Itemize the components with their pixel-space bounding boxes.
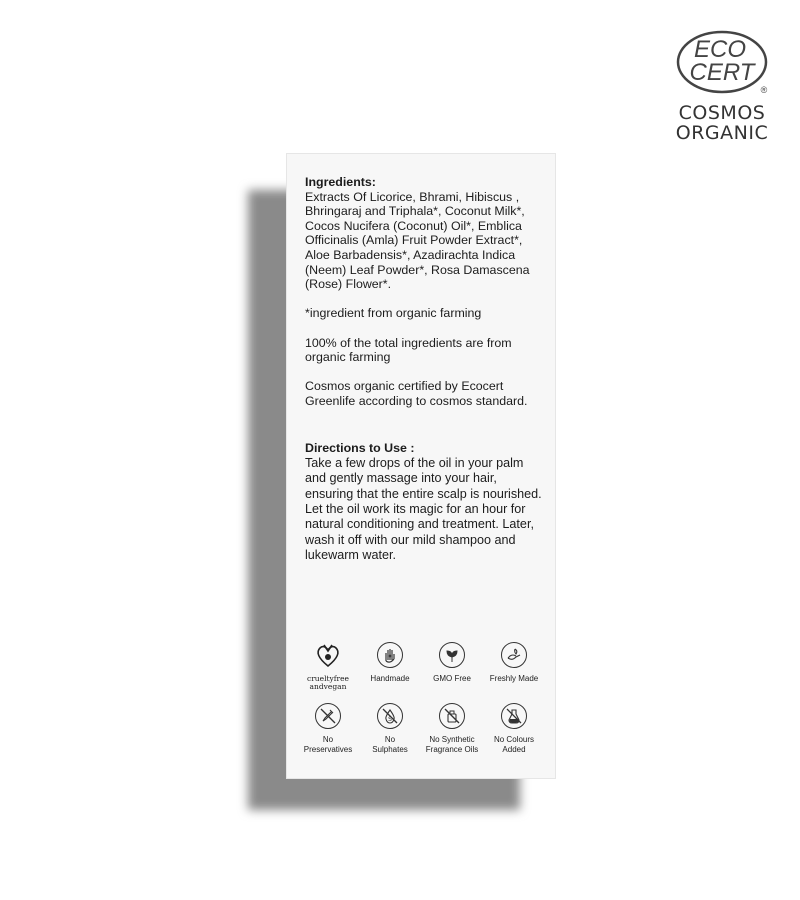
badge-label: GMO Free bbox=[433, 674, 471, 683]
ecocert-cosmos-organic-logo bbox=[668, 30, 778, 142]
freshly-made-icon bbox=[504, 645, 524, 665]
badge-label: Added bbox=[502, 744, 526, 754]
product-info bbox=[305, 175, 543, 578]
badge-no-colours bbox=[483, 703, 545, 754]
svg-text:S: S bbox=[388, 716, 392, 723]
svg-text:®: ® bbox=[760, 85, 768, 95]
badge-label: Handmade bbox=[370, 674, 410, 683]
badge-label: crueltyfree bbox=[307, 674, 349, 683]
organic-percent-note: 100% of the total ingredients are from organic farming bbox=[305, 335, 512, 365]
badge-label: Fragrance Oils bbox=[425, 744, 479, 754]
ecocert-oval-icon bbox=[676, 30, 770, 98]
logo-subtitle-organic: ORGANIC bbox=[675, 122, 769, 144]
badge-label: andvegan bbox=[309, 682, 347, 691]
badge-label: Preservatives bbox=[303, 744, 353, 754]
badge-no-synthetic-fragrance bbox=[421, 703, 483, 754]
badge-cruelty-free bbox=[297, 642, 359, 691]
certification-note: Cosmos organic certified by Ecocert Greenlife according to cosmos standard. bbox=[305, 379, 528, 408]
organic-farming-note: *ingredient from organic farming bbox=[305, 306, 482, 321]
badge-freshly-made bbox=[483, 642, 545, 691]
badge-no-preservatives bbox=[297, 703, 359, 754]
badge-label: No bbox=[322, 735, 334, 744]
directions-heading: Directions to Use : bbox=[305, 441, 415, 456]
badge-label: Freshly Made bbox=[489, 674, 539, 683]
ingredients-heading: Ingredients: bbox=[305, 175, 376, 189]
product-box-back-panel bbox=[286, 153, 556, 779]
ingredients-text: Extracts Of Licorice, Bhrami, Hibiscus , Bhringaraj and Triphala*, Coconut Milk*, Cocos Nucifera (Coconut) Oil*, Emblica Officinalis (Amla) Fruit Powder Extract*, Aloe Barbadensis*, Azadirachta Indica (Neem) Leaf Powder*, Rosa Damascena (Rose) Flower*. bbox=[305, 189, 530, 292]
gmo-free-icon bbox=[442, 645, 462, 665]
badge-label: No Colours bbox=[493, 735, 534, 744]
no-synthetic-fragrance-icon bbox=[442, 706, 462, 726]
no-sulphates-icon bbox=[380, 706, 400, 726]
badge-no-sulphates bbox=[359, 703, 421, 754]
no-colours-icon bbox=[504, 706, 524, 726]
badge-label: No Synthetic bbox=[429, 735, 475, 744]
svg-text:CERT: CERT bbox=[689, 59, 755, 86]
handmade-icon bbox=[380, 645, 400, 665]
badge-handmade bbox=[359, 642, 421, 691]
badge-grid bbox=[297, 642, 547, 754]
cruelty-free-vegan-icon bbox=[314, 642, 342, 668]
badge-gmo-free bbox=[421, 642, 483, 691]
badge-label: Sulphates bbox=[372, 744, 408, 754]
directions-text: Take a few drops of the oil in your palm and gently massage into your hair, ensuring that the entire scalp is nourished. Let the oil work its magic for an hour for natural conditioning and treatment. Later, wash it off with our mild shampoo and lukewarm water. bbox=[305, 455, 542, 563]
svg-text:ECO: ECO bbox=[693, 36, 747, 63]
no-preservatives-icon bbox=[318, 706, 338, 726]
badge-label: No bbox=[384, 735, 396, 744]
logo-subtitle-cosmos: COSMOS bbox=[678, 102, 766, 124]
